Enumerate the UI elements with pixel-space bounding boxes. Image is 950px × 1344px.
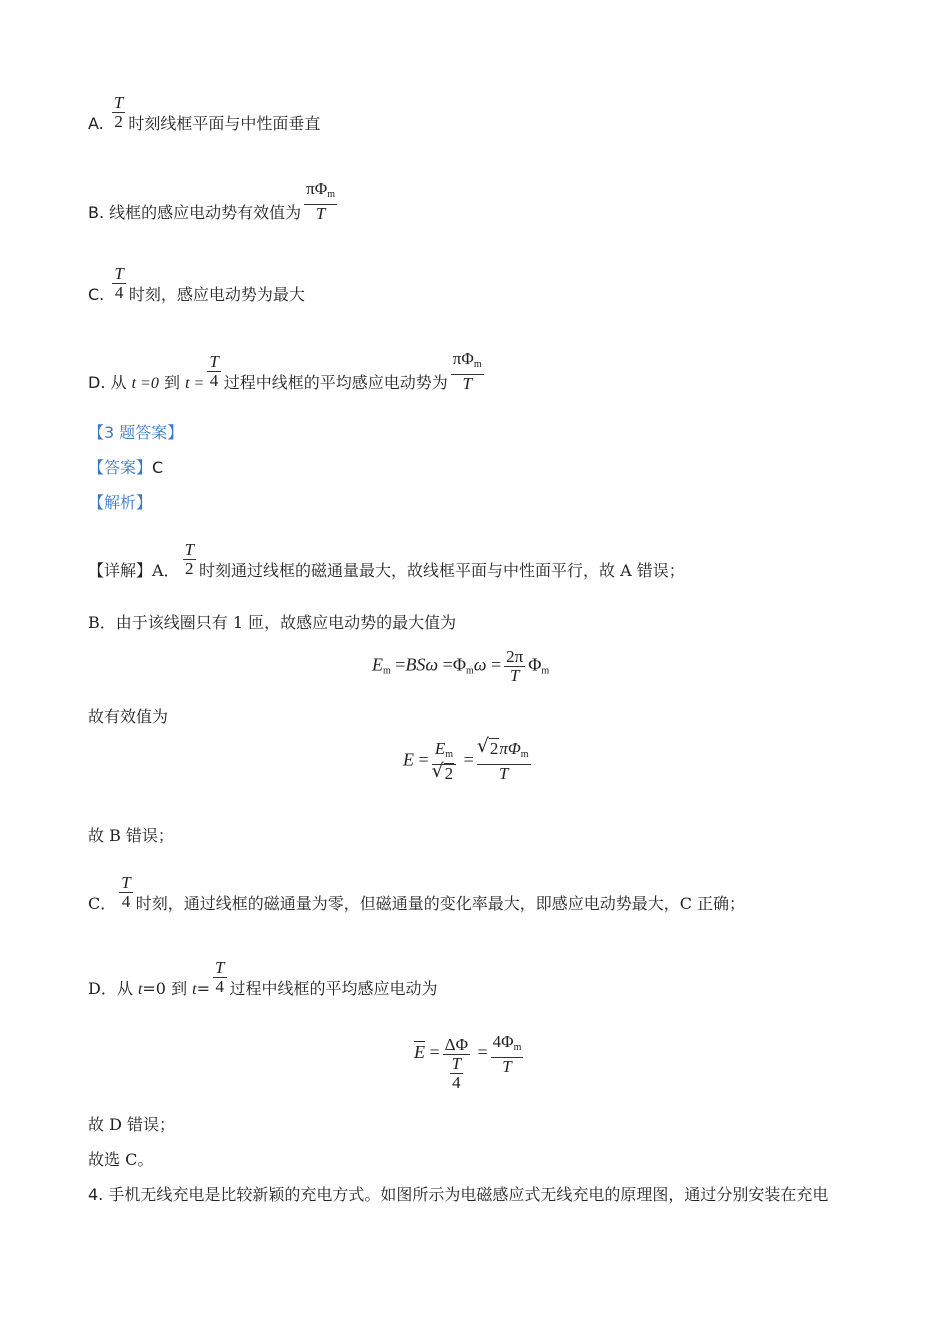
formula-effective (403, 740, 534, 783)
detail-d-text: 过程中线框的平均感应电动为 (229, 979, 438, 998)
formula-equals: = (418, 749, 429, 770)
detail-b: B．由于该线圈只有 1 匝，故感应电动势的最大值为 (88, 613, 457, 632)
sqrt-radicand: 2 (489, 739, 499, 758)
formula-bsw: BSω (405, 654, 439, 675)
option-d-t-eq: t = (185, 375, 205, 392)
formula-subscript: m (513, 1041, 522, 1053)
formula-phi: Φ (528, 654, 542, 675)
d-wrong: 故 D 错误； (88, 1115, 176, 1134)
fraction-numerator: E (434, 739, 446, 758)
fraction-subscript: m (473, 359, 482, 370)
fraction-denominator: 4 (215, 977, 225, 996)
formula-subscript: m (465, 665, 474, 677)
formula-equals: = (490, 654, 502, 675)
detail-d-t0-rest: =0 到 (142, 979, 188, 998)
formula-omega: ω (473, 654, 487, 675)
fraction-numerator: T (121, 873, 131, 892)
formula-subscript: m (383, 665, 391, 677)
answer-line (88, 458, 163, 478)
detail-c-text: 时刻，通过线框的磁通量为零，但磁通量的变化率最大，即感应电动势最大，C 正确； (135, 894, 746, 913)
fraction-denominator: T (509, 666, 520, 685)
formula-symbol-e: E (403, 749, 414, 770)
fraction-numerator: 2π (506, 647, 524, 666)
fraction-denominator: 2 (114, 112, 123, 131)
detail-c-label: C． (88, 894, 117, 913)
detail-d-fraction (213, 959, 226, 996)
option-a-text: 时刻线框平面与中性面垂直 (128, 114, 321, 133)
formula-subscript: m (520, 749, 529, 760)
fraction-denominator: T (315, 204, 326, 223)
detail-d-t-eq: = (196, 979, 211, 998)
formula-equals: = (395, 654, 406, 675)
formula-equals: = (429, 1042, 440, 1063)
option-a-fraction (112, 94, 125, 131)
b-wrong: 故 B 错误； (88, 826, 174, 845)
fraction-numerator: πΦ (499, 739, 521, 758)
fraction-denominator: T (498, 764, 509, 783)
detail-d (88, 958, 438, 1008)
fraction-denominator: 4 (452, 1073, 461, 1092)
effective-value-text: 故有效值为 (88, 707, 169, 726)
detail-a (88, 540, 685, 590)
detail-c (88, 873, 746, 923)
fraction-numerator: T (209, 352, 219, 371)
sqrt-symbol (434, 765, 455, 783)
formula-nested-fraction (443, 1036, 470, 1092)
fraction-denominator: 4 (209, 371, 219, 390)
fraction-denominator: T (502, 1056, 512, 1076)
detail-d-label: D．从 (88, 979, 133, 998)
answer-label: 【答案】 (88, 458, 153, 477)
option-d-label: D. (88, 373, 106, 392)
detail-d-t: t (192, 981, 197, 998)
fraction-denominator: T (462, 374, 472, 393)
detail-c-fraction (119, 874, 132, 911)
formula-phi: Φ (452, 654, 466, 675)
question-4-number: 4. (88, 1185, 104, 1204)
fraction-numerator: T (215, 958, 225, 977)
option-d-fraction-2 (451, 350, 484, 393)
option-c-text: 时刻，感应电动势为最大 (128, 285, 305, 304)
formula-equals: = (463, 749, 474, 770)
answer-value: C (152, 458, 164, 477)
analysis-label: 【解析】 (88, 493, 153, 512)
option-c-fraction (112, 265, 125, 302)
fraction-denominator: 2 (185, 559, 194, 578)
option-a (88, 93, 321, 143)
fraction-subscript: m (327, 189, 335, 200)
fraction-numerator: T (114, 264, 124, 283)
formula-emax (372, 648, 549, 685)
option-a-label: A. (88, 114, 104, 133)
fraction-numerator: 4Φ (492, 1031, 514, 1051)
option-c (88, 264, 305, 314)
option-c-label: C. (88, 285, 105, 304)
formula-fraction (504, 648, 525, 685)
detail-a-fraction (183, 541, 196, 578)
fraction-numerator: ΔΦ (444, 1035, 469, 1054)
formula-fraction (432, 740, 457, 783)
formula-equals: = (477, 1042, 488, 1063)
question-4 (88, 1185, 828, 1205)
formula-symbol-e: E (372, 654, 383, 675)
option-b-text: 线框的感应电动势有效值为 (109, 203, 302, 222)
formula-subscript: m (445, 749, 453, 760)
formula-fraction-2 (491, 1033, 524, 1076)
question-4-text: 手机无线充电是比较新颖的充电方式。如图所示为电磁感应式无线充电的原理图，通过分别安装在充电 (108, 1185, 829, 1204)
fraction-denominator: 4 (121, 892, 131, 911)
formula-symbol-e-bar: $\overline{E}$ (414, 1042, 425, 1063)
formula-average (414, 1026, 526, 1092)
detail-label: 【详解】A． (88, 561, 180, 580)
choose-answer: 故选 C。 (88, 1150, 154, 1169)
option-d-from: 从 (110, 373, 127, 392)
option-d-to: 到 (163, 373, 180, 392)
detail-d-t0: t (137, 981, 143, 998)
formula-fraction-2 (477, 740, 531, 783)
fraction-numerator: T (184, 540, 195, 559)
option-d-t0: t =0 (131, 375, 159, 392)
sqrt-radicand: 2 (444, 764, 454, 783)
formula-subscript: m (541, 665, 550, 677)
answer-header: 【3 题答案】 (88, 423, 184, 442)
fraction-denominator: 4 (114, 283, 124, 302)
fraction-numerator: πΦ (452, 349, 474, 368)
fraction-numerator: πΦ (306, 179, 328, 198)
option-b-label: B. (88, 203, 105, 222)
detail-a-text: 时刻通过线框的磁通量最大，故线框平面与中性面平行，故 A 错误； (199, 561, 685, 580)
inner-fraction (450, 1055, 463, 1092)
option-d-fraction (207, 353, 220, 390)
sqrt-symbol (479, 740, 500, 758)
option-d-text: 过程中线框的平均感应电动势为 (223, 373, 448, 392)
fraction-numerator: T (113, 93, 124, 112)
fraction-numerator: T (451, 1054, 462, 1073)
formula-equals: = (442, 654, 453, 675)
option-b-fraction (304, 180, 337, 223)
